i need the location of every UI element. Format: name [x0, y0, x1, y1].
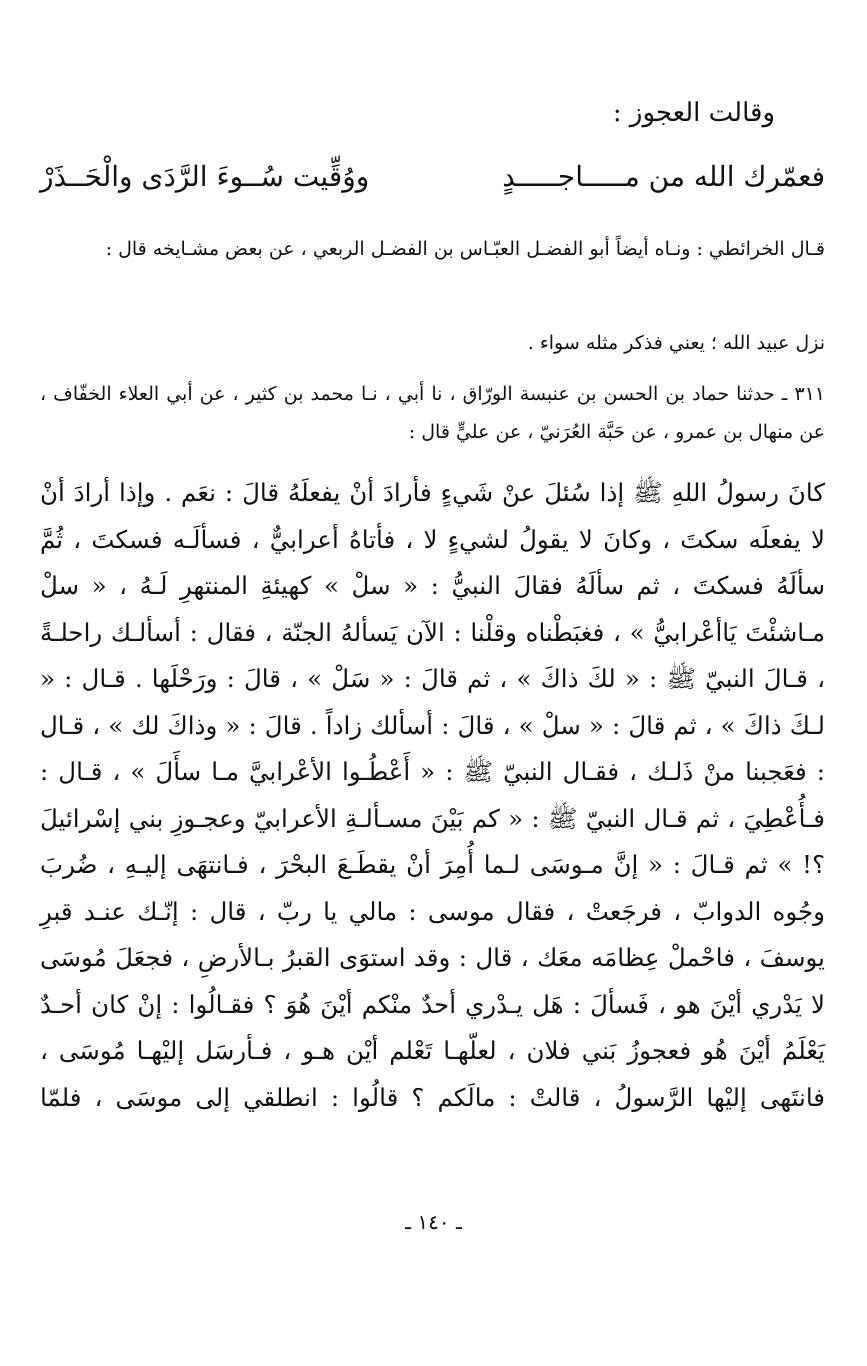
hadith-text: كانَ رسولُ اللهِ ﷺ إذا سُئلَ عنْ شَيءٍ فأرادَ أنْ يفعلَهُ قالَ : نعَم . وإذا أرادَ أنْ لا يفعلَه سكتَ ، وكانَ لا يقولُ لشيءٍ لا ، فأتاهُ أعرابيٌّ ، فسألَـه فسكتَ ، ثُمَّ سألَهُ فسكتَ ، ثم سألَهُ فقالَ النبيُّ : « سلْ » كهيئةِ المنتهرِ لَـهُ ، « سلْ مـاشئْتَ يَاأعْرابيُّ » ، فغبَطْناه وقلْنا : الآن يَسألهُ الجنّة ، فقال : أسألـك راحلـةً ، قـالَ النبيّ ﷺ : « لكَ ذاكَ » ، ثم قالَ : « سَلْ » ، قالَ : ورَحْلَها . قـال : « لـكَ ذاكَ » ، ثم قالَ : « سلْ » ، قالَ : أسألك زاداً . قالَ : « وذاكَ لك » ، قـال : فعَجبنا منْ ذَلـك ، فقـال النبيّ ﷺ : « أَعْطُـوا الأعْرابيَّ مـا سأَلَ » ، قـال : فـأُعْطِيَ ، ثم قـال النبيّ ﷺ : « كم بَيْنَ مسـألـةِ الأعرابيّ وعجـوزِ بني إسْرائيلَ ؟! » ثم قـالَ : « إنَّ مـوسَى لـما أُمِرَ أنْ يقطَـعَ البحْرَ ، فـانتهَى إليـهِ ، ضُربَ وجُوه الدوابّ ، فرجَعتْ ، فقال موسى : مالي يا ربّ ، قال : إنّـك عنـد قبرِ يوسفَ ، فاحْملْ عِظامَه معَك ، قال : وقد استوَى القبرُ بـالأرضِ ، فجعَلَ مُوسَى لا يَدْري أيْنَ هو ، فَسألَ : هَل يـدْري أحدٌ منْكم أيْنَ هُوَ ؟ فقـالُوا : إنْ كان أحـدٌ يَعْلَمُ أيْنَ هُو فعجوزُ بَني فلان ، لعلّهـا تَعْلم أيْن هـو ، فـأرسَل إليْهـا مُوسَى ، فانتَهى إليْها الرَّسولُ ، قالتْ : مالَكم ؟ قالُوا : انطلقي إلى موسَى ، فلمّا — [40, 478, 825, 1112]
page-number: ـ ١٤٠ ـ — [405, 1210, 462, 1234]
verse-second-hemistich: ووُقِّيت سُــوءَ الرَّدَى والْحَــذَرْ — [40, 160, 370, 193]
chain-paragraph: قـال الخرائطي : ونـاه أيضاً أبو الفضـل العبّـاس بن الفضـل الربعي ، عن بعض مشـايخه قال : — [105, 238, 825, 260]
poetry-verse — [40, 160, 825, 200]
section-heading: وقالت العجوز : — [612, 98, 775, 128]
verse-first-hemistich: فعمّرك الله من مـــــاجـــــدٍ — [502, 160, 825, 193]
note-paragraph: نزل عبيد الله ؛ يعني فذكر مثله سواء . — [527, 332, 825, 354]
isnad-paragraph: ٣١١ ـ حدثنا حماد بن الحسن بن عنبسة الورّاق ، نا أبي ، نـا محمد بن كثير ، عن أبي العلاء الخفّاف ، عن منهال بن عمرو ، عن حَبَّة العُرَنيّ ، عن عليٍّ قال : — [40, 383, 825, 443]
